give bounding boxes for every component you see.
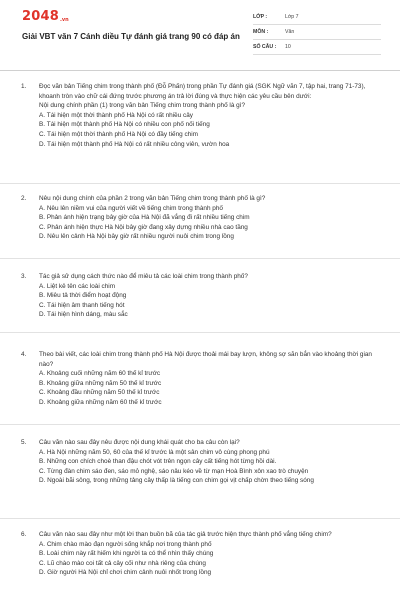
answer-option: A. Chim chào mào đạn người sống khắp nơi trong thành phố (39, 540, 212, 548)
question-divider (0, 518, 400, 519)
question-stem: Tác giả sử dụng cách thức nào để miêu tả các loài chim trong thành phố? (39, 273, 248, 280)
document-title: Giải VBT văn 7 Cánh diều Tự đánh giá trang 90 có đáp án (22, 32, 240, 41)
question-stem: Câu văn nào sau đây nêu được nội dung khái quát cho ba câu còn lại? (39, 439, 240, 446)
answer-option: D. Tái hiện hình dáng, màu sắc (39, 311, 128, 319)
answer-option: D. Nêu lên cảnh Hà Nội bây giờ rất nhiều người nuôi chim trong lồng (39, 233, 234, 241)
meta-value: Văn (285, 29, 295, 35)
answer-option: A. Khoảng cuối những năm 60 thế kỉ trước (39, 370, 161, 378)
meta-row-question-count (253, 40, 381, 55)
answer-option: C. Khoảng đầu những năm 50 thế kỉ trước (39, 389, 160, 397)
answer-option: B. Tái hiện một thành phố Hà Nội có nhiều con phố nối tiếng (39, 121, 210, 129)
answer-option: A. Liệt kê tên các loài chim (39, 282, 116, 290)
document-meta (253, 10, 381, 55)
header (0, 0, 400, 62)
meta-label: LỚP : (253, 14, 268, 20)
question-number: 3. (21, 273, 27, 280)
question-stem: Theo bài viết, các loài chim trong thành phố Hà Nội được thoải mái bay lượn, không sợ săn bắn vào khoảng thời gian nào? (39, 351, 372, 368)
site-logo[interactable] (22, 10, 69, 24)
answer-option: B. Khoảng giữa những năm 50 thế kỉ trước (39, 379, 162, 387)
answer-option: C. Lũ chào mào coi tất cả cây cối như nhà riêng của chúng (39, 559, 206, 567)
logo-brand: 2048 (22, 9, 59, 24)
meta-label: MÔN : (253, 29, 269, 35)
answer-option: D. Tái hiện một thành phố Hà Nội có rất nhiều công viên, vườn hoa (39, 140, 230, 148)
question-divider (0, 424, 400, 425)
question-number: 4. (21, 351, 27, 358)
question-divider (0, 258, 400, 259)
answer-option: B. Loài chim này rất hiếm khi người ta có thể nhìn thấy chúng (39, 550, 214, 558)
answer-option: C. Tái hiện âm thanh tiếng hót (39, 301, 125, 309)
question-body (39, 272, 381, 320)
question-divider (0, 332, 400, 333)
answer-option: C. Từng đàn chim sáo đen, sáo mỏ nghệ, sáo nâu kéo về từ mạn Hoà Bình xôn xao trò chuyện (39, 467, 309, 475)
answer-option: A. Tái hiện một thời thành phố Hà Nội có rất nhiều cây (39, 111, 193, 119)
meta-value: Lớp 7 (285, 14, 299, 20)
question-stem: Đọc văn bản Tiếng chim trong thành phố (Đỗ Phấn) trong phần Tự đánh giá (SGK Ngữ văn 7, tập hai, trang 71-73), khoanh tròn vào chữ cái đứng trước phương án trả lời đúng và thực hiện các yêu cầu bên dưới: (39, 83, 366, 100)
question-body (39, 438, 381, 486)
header-divider (0, 70, 400, 71)
meta-value: 10 (285, 44, 291, 50)
answer-option: B. Miêu tả thời điểm hoạt động (39, 292, 127, 300)
answer-option: B. Những con chích choè than đậu chót vót trên ngọn cây cất tiếng hót từng hồi dài. (39, 458, 277, 466)
question-sub: Nội dung chính phần (1) trong văn bản Tiếng chim trong thành phố là gì? (39, 102, 246, 110)
question-body (39, 350, 381, 408)
meta-row-grade (253, 10, 381, 25)
logo-suffix: .vn (59, 17, 69, 23)
meta-label: SỐ CÂU : (253, 44, 277, 50)
question-number: 5. (21, 439, 27, 446)
question-body (39, 530, 381, 578)
question-body (39, 82, 381, 149)
answer-option: B. Phản ánh hiện trạng bây giờ của Hà Nội đã vắng đi rất nhiều tiếng chim (39, 214, 250, 222)
question-number: 1. (21, 83, 27, 90)
question-number: 2. (21, 195, 27, 202)
answer-option: D. Khoảng giữa những năm 60 thế kỉ trước (39, 398, 162, 406)
question-body (39, 194, 381, 242)
answer-option: D. Ngoài bãi sông, trong những tảng cây thấp là tiếng con chim gọi vịt chấp chờn theo tiếng sóng (39, 477, 314, 485)
question-divider (0, 183, 400, 184)
answer-option: C. Phản ánh hiện thực Hà Nội bây giờ đang xây dựng nhiều nhà cao tầng (39, 223, 248, 231)
question-number: 6. (21, 531, 27, 538)
meta-row-subject (253, 25, 381, 40)
question-stem: Câu văn nào sau đây như một lời than buồn bã của tác giả trước hiện thực thành phố vắng tiếng chim? (39, 531, 332, 538)
answer-option: A. Nêu lên niềm vui của người viết về tiếng chim trong thành phố (39, 204, 223, 212)
question-stem: Nêu nội dung chính của phần 2 trong văn bản Tiếng chim trong thành phố là gì? (39, 195, 266, 202)
answer-option: C. Tái hiện một thời thành phố Hà Nội có đầy tiếng chim (39, 130, 198, 138)
answer-option: D. Giờ người Hà Nội chỉ chơi chim cảnh nuôi nhốt trong lồng (39, 569, 212, 577)
answer-option: A. Hà Nội những năm 50, 60 của thế kỉ trước là một sân chim vô cùng phong phú (39, 448, 270, 456)
